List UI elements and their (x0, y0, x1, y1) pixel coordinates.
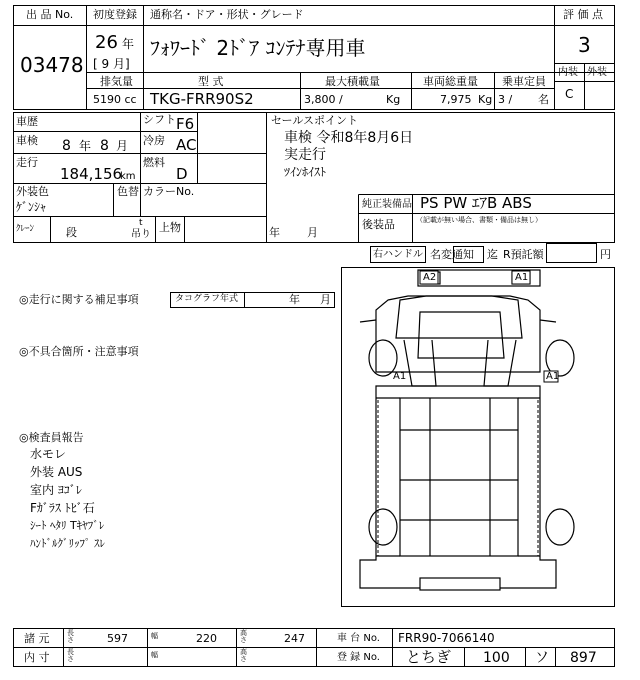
inspection-label: 車検 (16, 134, 38, 147)
tacho-year-unit: 年 (289, 293, 300, 306)
inspector-report-label: ◎検査員報告 (19, 431, 84, 444)
dims-label: 諸 元 (24, 632, 50, 645)
damage-marker-a1-left: A1 (393, 371, 407, 382)
registration-class: 100 (483, 650, 510, 666)
chassis-number: FRR90-7066140 (398, 631, 495, 645)
exterior-color-label: 外装色 (16, 185, 49, 198)
inspection-year-unit: 年 (79, 139, 92, 153)
model-code: TKG-FRR90S2 (150, 90, 254, 108)
model-name-label: 通称名・ドア・形状・グレード (150, 8, 304, 21)
model-code-label: 型 式 (198, 75, 224, 88)
capacity-label: 乗車定員 (502, 75, 546, 88)
length-value: 597 (107, 632, 128, 645)
max-load-label: 最大積載量 (325, 75, 380, 88)
damage-marker-a2: A2 (423, 272, 437, 283)
right-handle-label: 右ハンドル (373, 249, 423, 260)
height-label: 高さ (240, 629, 247, 644)
registration-number: 897 (570, 650, 597, 666)
gross-weight-unit: Kg (478, 93, 493, 106)
displacement-value: 5190 cc (93, 93, 137, 106)
upper-year-unit: 年 (269, 226, 280, 239)
report-line: Fｶﾞﾗｽ ﾄﾋﾞ石 (30, 501, 95, 515)
deadline-label: 迄 (487, 248, 498, 261)
max-load-value: 3,800 / (304, 93, 343, 106)
lot-no-value: 03478 (20, 53, 84, 77)
ac-value: AC (176, 136, 197, 154)
model-name: ﾌｫﾜｰﾄﾞ 2ﾄﾞｱ ｺﾝﾃﾅ専用車 (150, 36, 366, 60)
crane-label: ｸﾚｰﾝ (16, 224, 35, 234)
inner-length-label: 長さ (67, 648, 74, 663)
upper-month-unit: 月 (307, 226, 318, 239)
defects-label: ◎不具合箇所・注意事項 (19, 345, 139, 358)
name-change-label: 名変通知 (430, 248, 474, 261)
report-line: ﾊﾝﾄﾞﾙｸﾞﾘｯﾌﾟ ｽﾚ (30, 537, 105, 550)
report-line: 外装 AUS (30, 465, 83, 479)
shift-value: F6 (176, 115, 195, 133)
gross-weight-label: 車両総重量 (423, 75, 478, 88)
lot-no-label: 出 品 No. (26, 8, 74, 21)
chassis-label: 車 台 No. (337, 633, 380, 644)
width-value: 220 (196, 632, 217, 645)
displacement-label: 排気量 (100, 75, 133, 88)
crane-steps-unit: 段 (66, 226, 77, 239)
recycle-deposit-label: R預託額 (503, 248, 544, 261)
first-reg-year-unit: 年 (122, 37, 135, 51)
sales-line-1: 車検 令和8年8月6日 (284, 130, 414, 146)
damage-marker-a1-top: A1 (515, 272, 529, 283)
equipment-label: 純正装備品 (362, 199, 412, 210)
registration-label: 登 録 No. (337, 652, 380, 663)
report-line: 水モレ (30, 447, 67, 461)
mileage-value: 184,156 (60, 165, 123, 183)
crane-hoist-label: 吊り (131, 229, 151, 240)
ac-label: 冷房 (143, 134, 165, 147)
sales-points-label: セールスポイント (271, 114, 359, 127)
first-reg-year: 26 (95, 32, 118, 53)
mileage-unit: km (120, 171, 136, 182)
after-parts-note: （記載が無い場合、書類・備品は無し） (416, 216, 542, 224)
fuel-label: 燃料 (143, 156, 165, 169)
shift-label: シフト (143, 113, 176, 126)
score-label: 評 価 点 (563, 8, 603, 21)
equipment-value: PS PW ｴｱB ABS (420, 194, 532, 212)
registration-area: とちぎ (406, 648, 452, 666)
first-reg-label: 初度登録 (93, 8, 137, 21)
length-label: 長さ (67, 629, 74, 644)
color-code-label: カラーNo. (143, 185, 195, 198)
yen-unit: 円 (600, 248, 611, 261)
score-value: 3 (578, 33, 591, 57)
interior-label: 内装 (558, 67, 578, 78)
crane-ton-unit: t (139, 218, 143, 228)
inner-width-label: 幅 (151, 651, 158, 659)
inner-height-label: 高さ (240, 648, 247, 663)
first-reg-month: [ 9 月] (93, 57, 130, 71)
capacity-value: 3 / (498, 93, 513, 106)
inspection-year: 8 (62, 138, 71, 154)
max-load-unit: Kg (386, 93, 401, 106)
report-line: ｼｰﾄ ﾍﾀﾘ Tｷﾔﾌﾞﾚ (30, 519, 105, 532)
sales-line-2: 実走行 (284, 147, 326, 163)
interior-score: C (565, 87, 574, 101)
inspection-month: 8 (100, 138, 109, 154)
history-label: 車歴 (16, 115, 38, 128)
exterior-color: ｹﾞﾝｼｬ (16, 200, 47, 214)
driving-notes-label: ◎走行に関する補足事項 (19, 293, 139, 306)
tachograph-label: タコグラフ年式 (175, 294, 239, 304)
report-line: 室内 ﾖｺﾞﾚ (30, 483, 82, 497)
width-label: 幅 (151, 632, 158, 640)
damage-marker-a1-right: A1 (546, 371, 560, 382)
height-value: 247 (284, 632, 305, 645)
gross-weight-value: 7,975 (440, 93, 472, 106)
color-change-label: 色替 (117, 185, 139, 198)
registration-kana: ソ (535, 650, 549, 666)
capacity-unit: 名 (538, 93, 549, 106)
sales-line-3: ﾂｲﾝﾎｲｽﾄ (284, 165, 327, 179)
upper-label: 上物 (159, 221, 181, 234)
tacho-month-unit: 月 (320, 293, 331, 306)
after-parts-label: 後装品 (362, 218, 395, 231)
fuel-value: D (176, 165, 188, 183)
mileage-label: 走行 (16, 156, 38, 169)
exterior-label: 外装 (587, 67, 607, 78)
inspection-month-unit: 月 (116, 139, 129, 153)
inner-dims-label: 内 寸 (24, 651, 50, 664)
